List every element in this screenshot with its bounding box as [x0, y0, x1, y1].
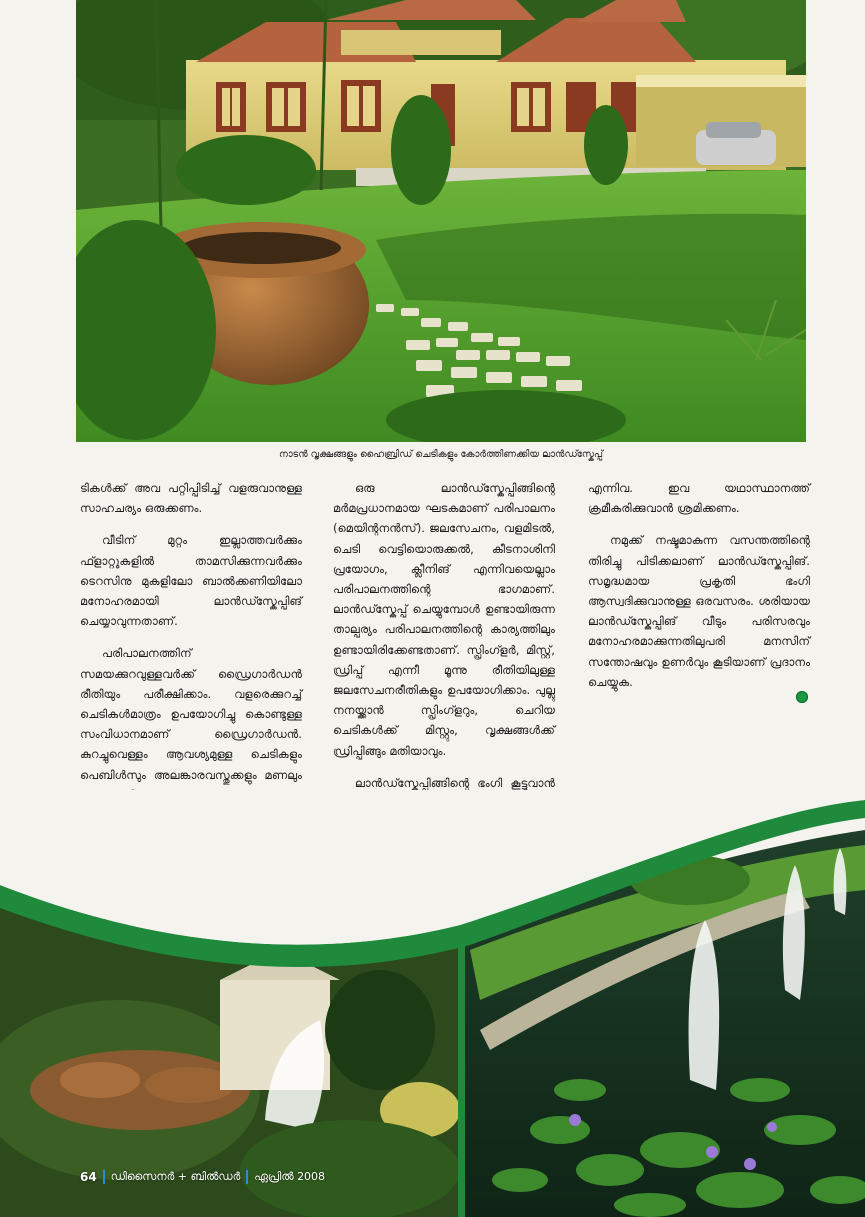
article-end-dot-icon — [796, 691, 808, 703]
house-garden-image — [76, 0, 806, 442]
landscape-photo-top — [76, 0, 806, 442]
paragraph: എന്നിവ. ഇവ യഥാസ്ഥാനത്ത് ക്രമീകരിക്കുവാൻ ശ്രമിക്കണം. — [588, 481, 810, 516]
footer-divider — [246, 1170, 248, 1184]
article-column-3 — [588, 478, 810, 704]
footer-divider — [103, 1170, 105, 1184]
fountain-photos-bottom — [0, 790, 865, 1217]
paragraph: ലാൻഡ്സ്കേപ്പിങ്ങിന്റെ ഭംഗി കൂട്ടുവാൻ — [355, 775, 555, 790]
issue-date: ഏപ്രിൽ 2008 — [254, 1170, 326, 1183]
paragraph: പരിപാലനത്തിന് സമയക്കുറവുള്ളവർക്ക് ഡ്രൈഗാർഡൻ രീതിയും പരീക്ഷിക്കാം. വളരെക്കുറച്ച് ചെടികൾമാത്രം ഉപയോഗിച്ചു കൊണ്ടുള്ള സംവിധാനമാണ് ഡ്രൈഗാർഡൻ. കുറച്ചുവെള്ളം ആവശ്യമുള്ള ചെടികളും പെബിൾസും അലങ്കാരവസ്തുക്കളും മണലും — [80, 646, 302, 782]
paragraph: ടികൾക്ക് അവ പറ്റിപ്പിടിച്ച് വളരുവാനുള്ള സാഹചര്യം ഒരുക്കണം. — [80, 481, 302, 516]
paragraph: നമുക്ക് നഷ്ടമാകുന്ന വസന്തത്തിന്റെ തിരിച്ചു പിടിക്കലാണ് ലാൻഡ്സ്കേപ്പിങ്. സമൃദ്ധമായ പ്രകൃതി ഭംഗി ആസ്വദിക്കുവാനുള്ള ഒരവസരം. ശരിയായ ലാൻഡ്സ്കേപ്പിങ് വീടും പരിസരവും മനോഹരമാക്കുന്നതിലുപരി മനസിന് സന്തോഷവും ഉണർവും കൂടിയാണ് പ്രദാനം ചെയ്യുക. — [588, 533, 810, 689]
page-footer — [80, 1168, 325, 1186]
page-number: 64 — [80, 1170, 97, 1184]
photo-caption: നാടൻ വൃക്ഷങ്ങളും ഹൈബ്രിഡ് ചെടികളും കോർത്തിണക്കിയ ലാൻഡ്സ്കേപ്പ് — [279, 449, 603, 460]
magazine-name: ഡിസൈനർ + ബിൽഡർ — [110, 1170, 241, 1183]
paragraph: വീടിന് മുറ്റം ഇല്ലാത്തവർക്കും ഫ്ളാറ്റുകളിൽ താമസിക്കുന്നവർക്കും ടെറസിനു മുകളിലോ ബാൽക്കണിയിലോ മനോഹരമായി ലാൻഡ്സ്കേപ്പിങ് ചെയ്യാവുന്നതാണ്. — [80, 533, 302, 629]
fountain-garden-image — [0, 790, 865, 1217]
paragraph: ഒരു ലാൻഡ്സ്കേപ്പിങ്ങിന്റെ മർമപ്രധാനമായ ഘടകമാണ് പരിപാലനം (മെയിന്റനൻസ്). ജലസേചനം, വളമിടൽ, ചെടി വെട്ടിയൊരുക്കൽ, കീടനാശിനി പ്രയോഗം, ക്ലീനിങ് എന്നിവയെല്ലാം പരിപാലനത്തിന്റെ ഭാഗമാണ്. ലാൻഡ്സ്കേപ്പ് ചെയ്യുമ്പോൾ ഉണ്ടായിരുന്ന താല്പര്യം പരിപാലനത്തിന്റെ കാര്യത്തിലും ഉണ്ടായിരിക്കേണ്ടതാണ്. സ്പ്രിംഗ്ളർ, മിസ്റ്റ്, ഡ്രിപ്പ് എന്നീ മൂന്നു രീതിയിലുള്ള ജലസേചനരീതികളും ഉപയോഗിക്കാം. പുല്ലു നനയ്ക്കാൻ സ്പ്രിംഗ്ളറും, ചെറിയ ചെടികൾക്ക് മിസ്റ്റും, വൃക്ഷങ്ങൾക്ക് ഡ്രിപ്പിങ്ങും മതിയാവും. — [333, 481, 555, 758]
